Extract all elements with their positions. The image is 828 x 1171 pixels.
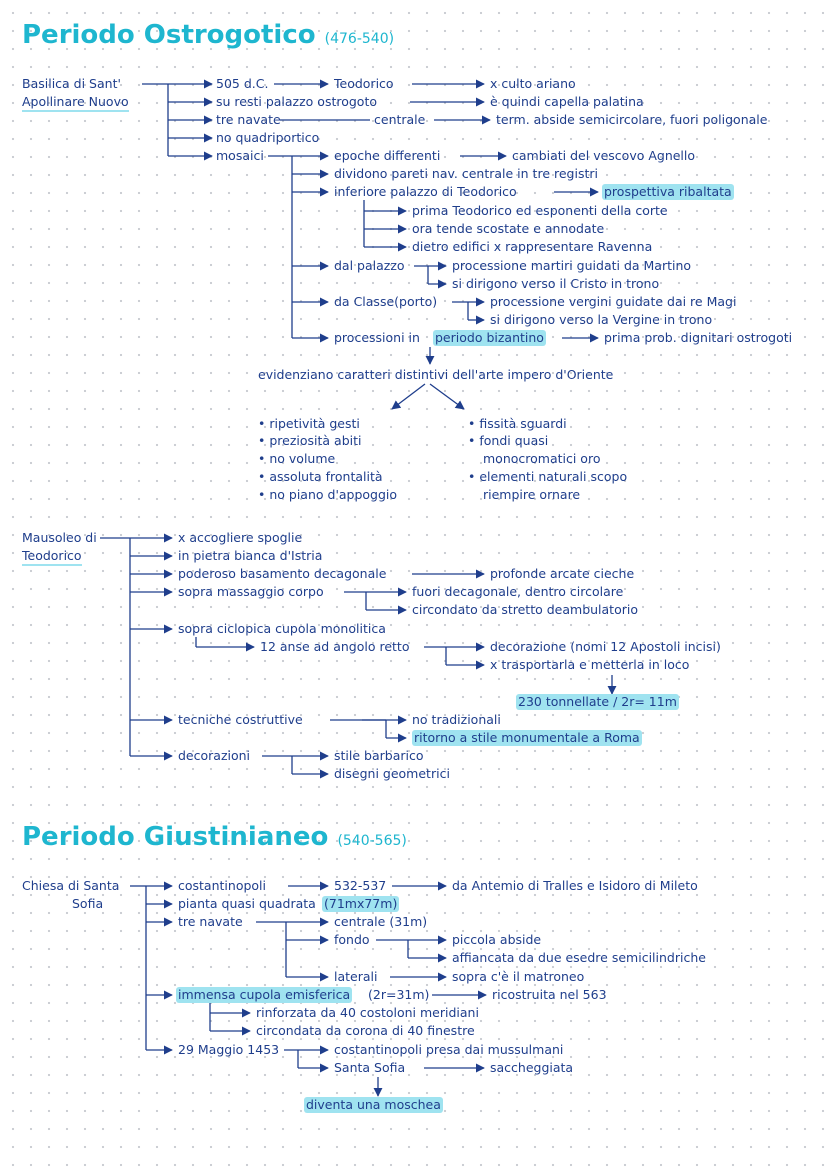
note-laterali: laterali: [334, 969, 378, 984]
note-arcate: profonde arcate cieche: [490, 566, 635, 581]
note-evidenziano: evidenziano caratteri distintivi dell'arte impero d'Oriente: [258, 367, 614, 382]
note-inferiore: inferiore palazzo di Teodorico: [334, 184, 517, 199]
note-costantinopoli: costantinopoli: [178, 878, 266, 893]
note-tre-navate: tre navate: [178, 914, 243, 929]
note-misure: (71mx77m): [324, 896, 398, 911]
bullet-list-right-5: [483, 487, 580, 503]
note-santa-sofia: Santa Sofia: [334, 1060, 406, 1075]
note-processione-vergini: processione vergini guidate dai re Magi: [490, 294, 737, 309]
note-tonnellate: 230 tonnellate / 2r= 11m: [518, 694, 677, 709]
note-tecniche: tecniche costruttive: [178, 712, 303, 727]
bullet-list-right-4: • elementi naturali scopo: [468, 469, 628, 484]
note-esedre: affiancata da due esedre semicilindriche: [452, 950, 706, 965]
title-text: Periodo Ostrogotico: [22, 20, 316, 50]
note-trasportarla: x trasportarla e metterla in loco: [490, 657, 690, 672]
note-mosaici: mosaici: [216, 148, 264, 163]
bullet-list-right-3: [483, 451, 600, 467]
bullet-list-left-3: • no volume: [258, 451, 336, 466]
section-title-giustinianeo: [22, 822, 407, 856]
list-item: elementi naturali scopo: [479, 469, 628, 484]
note-fondo: fondo: [334, 932, 370, 947]
note-spoglie: x accogliere spoglie: [178, 530, 303, 545]
note-prima-teodorico: prima Teodorico ed esponenti della corte: [412, 203, 668, 218]
note-corona: circondata da corona di 40 finestre: [256, 1023, 475, 1038]
title-dates: (476-540): [324, 31, 395, 47]
list-item: no volume: [269, 451, 336, 466]
note-anse: 12 anse ad angolo retto: [260, 639, 410, 654]
note-tende: ora tende scostate e annodate: [412, 221, 605, 236]
list-item: preziosità abiti: [269, 433, 362, 448]
note-ritorno: ritorno a stile monumentale a Roma: [414, 730, 640, 745]
mausoleo-label-2: Teodorico: [22, 548, 82, 566]
list-item: no piano d'appoggio: [269, 487, 398, 502]
bullet-list-left-4: • assoluta frontalità: [258, 469, 383, 484]
note-cambiati: cambiati del vescovo Agnello: [512, 148, 696, 163]
basilica-label-2: Apollinare Nuovo: [22, 94, 129, 112]
title-text: Periodo Giustinianeo: [22, 822, 329, 852]
note-rinforzata: rinforzata da 40 costoloni meridiani: [256, 1005, 479, 1020]
note-cupola-emisferica: immensa cupola emisferica: [178, 987, 351, 1002]
note-moschea: diventa una moschea: [306, 1097, 441, 1112]
mausoleo-label-1: Mausoleo di: [22, 530, 97, 545]
title-dates: (540-565): [337, 833, 407, 849]
note-culto: x culto ariano: [490, 76, 576, 91]
note-resti: su resti palazzo ostrogoto: [216, 94, 377, 109]
note-navate: tre navate: [216, 112, 281, 127]
note-piccola-abside: piccola abside: [452, 932, 542, 947]
note-505: 505 d.C.: [216, 76, 269, 91]
note-cupola-monolitica: sopra ciclopica cupola monolitica: [178, 621, 386, 636]
note-data-1453: 29 Maggio 1453: [178, 1042, 280, 1057]
bullet-list-right-1: • fissità sguardi: [468, 416, 567, 431]
note-da-classe: da Classe(porto): [334, 294, 438, 309]
note-dignitari: prima prob. dignitari ostrogoti: [604, 330, 793, 345]
note-dividono: dividono pareti nav. centrale in tre registri: [334, 166, 598, 181]
note-quadriportico: no quadriportico: [216, 130, 320, 145]
note-ricostruita: ricostruita nel 563: [492, 987, 607, 1002]
note-teodorico: Teodorico: [334, 76, 394, 91]
note-geometrici: disegni geometrici: [334, 766, 450, 781]
note-massaggio: sopra massaggio corpo: [178, 584, 324, 599]
list-item: riempire ornare: [483, 487, 581, 502]
list-item: fondi quasi: [479, 433, 549, 448]
list-item: fissità sguardi: [479, 416, 567, 431]
note-pianta: pianta quasi quadrata: [178, 896, 316, 911]
note-pietra: in pietra bianca d'Istria: [178, 548, 323, 563]
bullet-list-left-5: • no piano d'appoggio: [258, 487, 398, 502]
basilica-label-1: Basilica di Sant': [22, 76, 121, 91]
note-tradizionali: no tradizionali: [412, 712, 501, 727]
note-antemio: da Antemio di Tralles e Isidoro di Mileto: [452, 878, 698, 893]
section-title-ostrogotico: [22, 20, 394, 54]
note-532: 532-537: [334, 878, 387, 893]
chiesa-label-1: Chiesa di Santa: [22, 878, 120, 893]
note-raggio: (2r=31m): [368, 987, 430, 1002]
note-periodo-bizantino: periodo bizantino: [435, 330, 544, 345]
note-epoche: epoche differenti: [334, 148, 441, 163]
chiesa-label-2: Sofia: [72, 896, 104, 911]
note-processione-martiri: processione martiri guidati da Martino: [452, 258, 692, 273]
note-fuori-decagonale: fuori decagonale, dentro circolare: [412, 584, 624, 599]
list-item: monocromatici oro: [483, 451, 601, 466]
note-basamento: poderoso basamento decagonale: [178, 566, 387, 581]
bullet-list-left-1: • ripetività gesti: [258, 416, 360, 431]
note-dal-palazzo: dal palazzo: [334, 258, 405, 273]
note-saccheggiata: saccheggiata: [490, 1060, 574, 1075]
note-centrale-31: centrale (31m): [334, 914, 428, 929]
note-dietro: dietro edifici x rappresentare Ravenna: [412, 239, 653, 254]
list-item: assoluta frontalità: [269, 469, 383, 484]
note-deambulatorio: circondato da stretto deambulatorio: [412, 602, 638, 617]
note-prospettiva: prospettiva ribaltata: [604, 184, 732, 199]
list-item: ripetività gesti: [269, 416, 360, 431]
note-decorazione-apostoli: decorazione (nomi 12 Apostoli incisi): [490, 639, 721, 654]
note-presa: costantinopoli presa dai mussulmani: [334, 1042, 564, 1057]
note-cappella: è quindi capella palatina: [490, 94, 644, 109]
note-centrale: centrale: [374, 112, 426, 127]
bullet-list-right-2: • fondi quasi: [468, 433, 549, 448]
bullet-list-left-2: • preziosità abiti: [258, 433, 362, 448]
note-processioni: processioni in: [334, 330, 420, 345]
note-barbarico: stile barbarico: [334, 748, 424, 763]
note-cristo: si dirigono verso il Cristo in trono: [452, 276, 660, 291]
note-decorazioni: decorazioni: [178, 748, 251, 763]
note-abside: term. abside semicircolare, fuori poligonale: [496, 112, 768, 127]
note-matroneo: sopra c'è il matroneo: [452, 969, 585, 984]
note-vergine: si dirigono verso la Vergine in trono: [490, 312, 713, 327]
